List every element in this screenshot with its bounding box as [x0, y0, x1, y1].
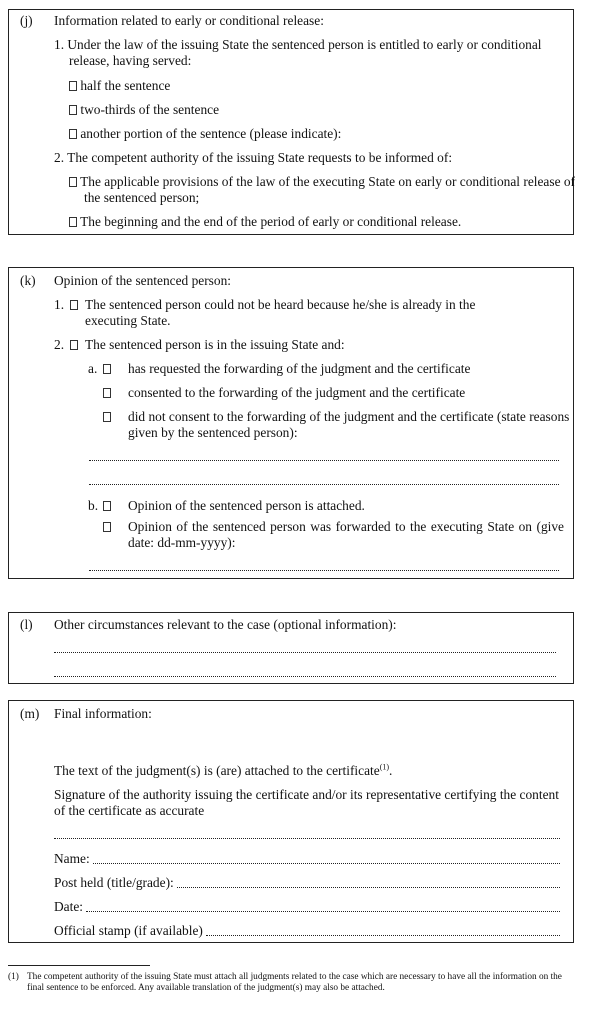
section-m-title: Final information:	[54, 706, 152, 721]
opinion-item1-text: The sentenced person could not be heard because he/she is already in the executing State.	[85, 297, 476, 328]
half-sentence-checkbox[interactable]	[69, 81, 77, 91]
could-not-be-heard-checkbox[interactable]	[70, 300, 78, 310]
sub-a-option-not-consented: did not consent to the forwarding of the judgment and the certificate (state reasons given by the sentenced person):	[128, 409, 570, 440]
signature-line[interactable]	[54, 838, 560, 839]
two-thirds-checkbox[interactable]	[69, 105, 77, 115]
inform-option-label: The applicable provisions of the law of the executing State on early or conditional release of the sentenced person;	[80, 174, 576, 205]
sub-a-option-requested: has requested the forwarding of the judgment and the certificate	[128, 361, 471, 376]
release-option-label: half the sentence	[80, 78, 171, 93]
post-label: Post held (title/grade):	[54, 875, 174, 890]
footnote-text: The competent authority of the issuing State must attach all judgments related to the case which are necessary to have all the information on the final sentence to be enforced. Any available translation of the judgment(s) may also be attached.	[27, 972, 562, 993]
name-label: Name:	[54, 851, 90, 866]
opinion-item2-number: 2.	[54, 337, 65, 352]
circumstances-line-1[interactable]	[54, 652, 556, 653]
stamp-label: Official stamp (if available)	[54, 923, 203, 938]
name-line[interactable]	[93, 863, 560, 864]
footnote	[8, 972, 570, 994]
section-l-letter: (l)	[20, 617, 33, 632]
circumstances-line-2[interactable]	[54, 676, 556, 677]
section-l-title: Other circumstances relevant to the case (optional information):	[54, 617, 397, 632]
opinion-item1-number: 1.	[54, 297, 65, 312]
name-row[interactable]	[54, 851, 560, 867]
section-k-letter: (k)	[20, 273, 36, 288]
period-checkbox[interactable]	[69, 217, 77, 227]
stamp-line[interactable]	[206, 935, 560, 936]
date-row[interactable]	[54, 899, 560, 915]
signature-statement: Signature of the authority issuing the certificate and/or its representative certifying the content of the certificate as accurate	[54, 787, 559, 818]
release-option-other[interactable]	[69, 126, 341, 142]
reasons-line-2[interactable]	[89, 484, 559, 485]
footnote-reference: (1)	[379, 762, 390, 772]
requested-forwarding-checkbox[interactable]	[103, 364, 111, 374]
opinion-forwarded-checkbox[interactable]	[103, 522, 111, 532]
section-k-title: Opinion of the sentenced person:	[54, 273, 232, 288]
opinion-attached-checkbox[interactable]	[103, 501, 111, 511]
attached-statement	[54, 763, 392, 779]
in-issuing-state-checkbox[interactable]	[70, 340, 78, 350]
sub-b-option-forwarded: Opinion of the sentenced person was forwarded to the executing State on (give date: dd-mm-yyyy):	[128, 519, 564, 550]
release-option-label: another portion of the sentence (please indicate):	[80, 126, 342, 141]
sub-b-option-attached: Opinion of the sentenced person is attached.	[128, 498, 365, 513]
footnote-number: (1)	[8, 972, 19, 982]
attached-text: The text of the judgment(s) is (are) attached to the certificate	[54, 763, 380, 778]
inform-option-provisions[interactable]	[69, 174, 586, 206]
inform-option-label: The beginning and the end of the period of early or conditional release.	[80, 214, 462, 229]
sub-a-option-consented: consented to the forwarding of the judgment and the certificate	[128, 385, 466, 400]
footnote-rule	[8, 965, 150, 966]
opinion-item2-text: The sentenced person is in the issuing State and:	[85, 337, 345, 352]
attached-end: .	[389, 763, 393, 778]
forwarded-date-line[interactable]	[89, 570, 559, 571]
section-j-letter: (j)	[20, 13, 33, 28]
other-portion-checkbox[interactable]	[69, 129, 77, 139]
sub-a-label: a.	[88, 361, 98, 376]
section-j-item2-text: 2. The competent authority of the issuing State requests to be informed of:	[54, 150, 453, 165]
did-not-consent-checkbox[interactable]	[103, 412, 111, 422]
reasons-line-1[interactable]	[89, 460, 559, 461]
release-option-label: two-thirds of the sentence	[80, 102, 220, 117]
provisions-checkbox[interactable]	[69, 177, 77, 187]
section-j-item1-text: 1. Under the law of the issuing State the sentenced person is entitled to early or conditional release, having served:	[54, 37, 542, 68]
section-m-letter: (m)	[20, 706, 40, 721]
consented-checkbox[interactable]	[103, 388, 111, 398]
post-row[interactable]	[54, 875, 560, 891]
date-line[interactable]	[86, 911, 560, 912]
release-option-half[interactable]	[69, 78, 170, 94]
stamp-row[interactable]	[54, 923, 560, 939]
sub-b-label: b.	[88, 498, 99, 513]
section-j-title: Information related to early or conditional release:	[54, 13, 324, 28]
post-line[interactable]	[177, 887, 560, 888]
inform-option-period[interactable]	[69, 214, 461, 230]
date-label: Date:	[54, 899, 83, 914]
release-option-two-thirds[interactable]	[69, 102, 219, 118]
